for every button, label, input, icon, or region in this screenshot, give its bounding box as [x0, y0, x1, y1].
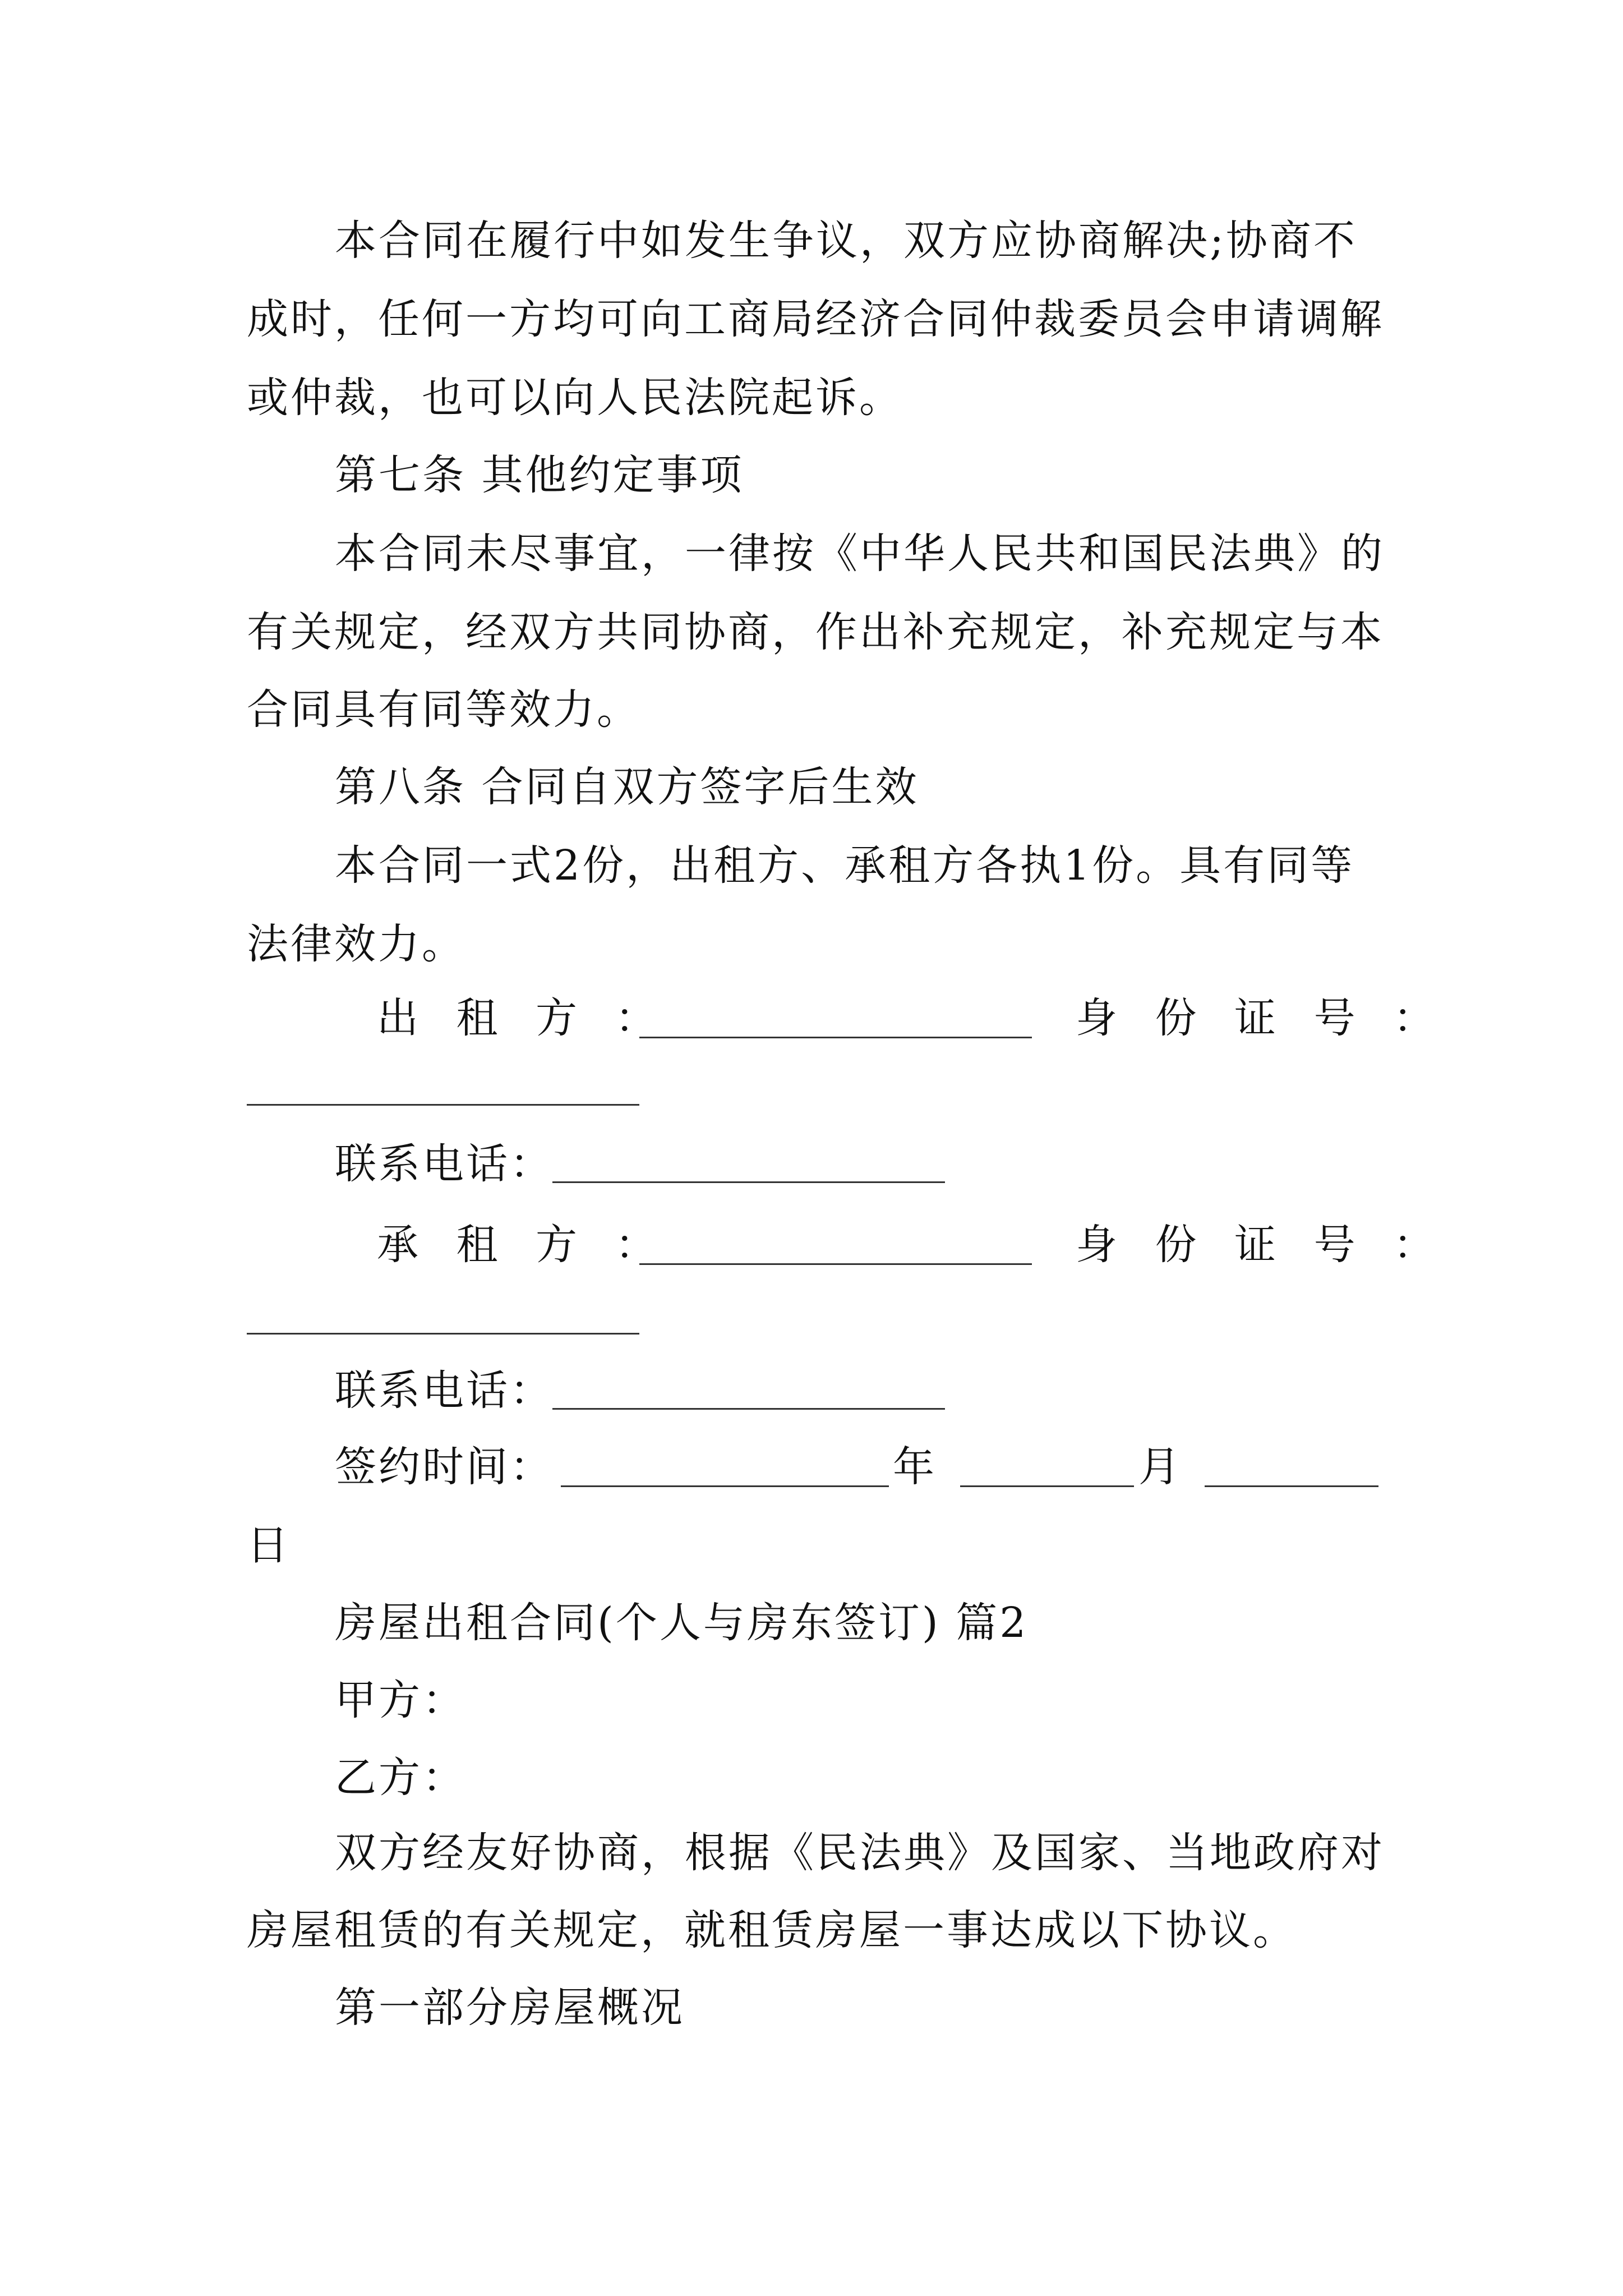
phone-label: 联系电话： — [335, 1366, 554, 1415]
day-label: 日 — [247, 1521, 291, 1570]
party-a-label: 甲方： — [335, 1676, 466, 1724]
lessor-phone-blank[interactable] — [552, 1181, 945, 1183]
id-number-label: 身 份 证 号 ： — [1076, 1221, 1447, 1269]
party-b-label: 乙方： — [335, 1754, 466, 1802]
paragraph-line: 双方经友好协商，根据《民法典》及国家、当地政府对 — [335, 1829, 1385, 1877]
lessee-label: 承 租 方 ： — [377, 1221, 669, 1269]
paragraph-line: 本合同一式2份，出租方、承租方各执1份。具有同等 — [335, 841, 1355, 890]
id-number-label: 身 份 证 号 ： — [1076, 994, 1447, 1042]
paragraph-line: 本合同未尽事宜，一律按《中华人民共和国民法典》的 — [335, 530, 1385, 578]
article-8-heading: 第八条 合同自双方签字后生效 — [335, 763, 919, 811]
month-blank[interactable] — [960, 1485, 1134, 1487]
lessor-id-blank[interactable] — [247, 1104, 639, 1106]
paragraph-line: 成时，任何一方均可向工商局经济合同仲裁委员会申请调解 — [247, 295, 1384, 343]
day-blank[interactable] — [1205, 1485, 1378, 1487]
paragraph-line: 房屋租赁的有关规定，就租赁房屋一事达成以下协议。 — [247, 1906, 1297, 1954]
paragraph-line: 本合同在履行中如发生争议，双方应协商解决;协商不 — [335, 217, 1357, 265]
lessee-name-blank[interactable] — [639, 1263, 1032, 1265]
sign-date-label: 签约时间： — [335, 1443, 554, 1491]
paragraph-line: 合同具有同等效力。 — [247, 685, 640, 734]
paragraph-line: 或仲裁，也可以向人民法院起诉。 — [247, 374, 903, 422]
lessor-label: 出 租 方 ： — [377, 994, 669, 1042]
paragraph-line: 有关规定，经双方共同协商，作出补充规定，补充规定与本 — [247, 608, 1384, 656]
month-label: 月 — [1138, 1443, 1182, 1491]
article-7-heading: 第七条 其他约定事项 — [335, 451, 744, 499]
phone-label: 联系电话： — [335, 1140, 554, 1188]
lessee-phone-blank[interactable] — [552, 1408, 945, 1410]
year-blank[interactable] — [561, 1485, 889, 1487]
lessee-id-blank[interactable] — [247, 1333, 639, 1335]
lessor-name-blank[interactable] — [639, 1037, 1032, 1038]
part-1-heading: 第一部分房屋概况 — [335, 1984, 685, 2032]
section-2-title: 房屋出租合同(个人与房东签订) 篇2 — [335, 1599, 1029, 1647]
paragraph-line: 法律效力。 — [247, 920, 465, 968]
year-label: 年 — [893, 1443, 937, 1491]
